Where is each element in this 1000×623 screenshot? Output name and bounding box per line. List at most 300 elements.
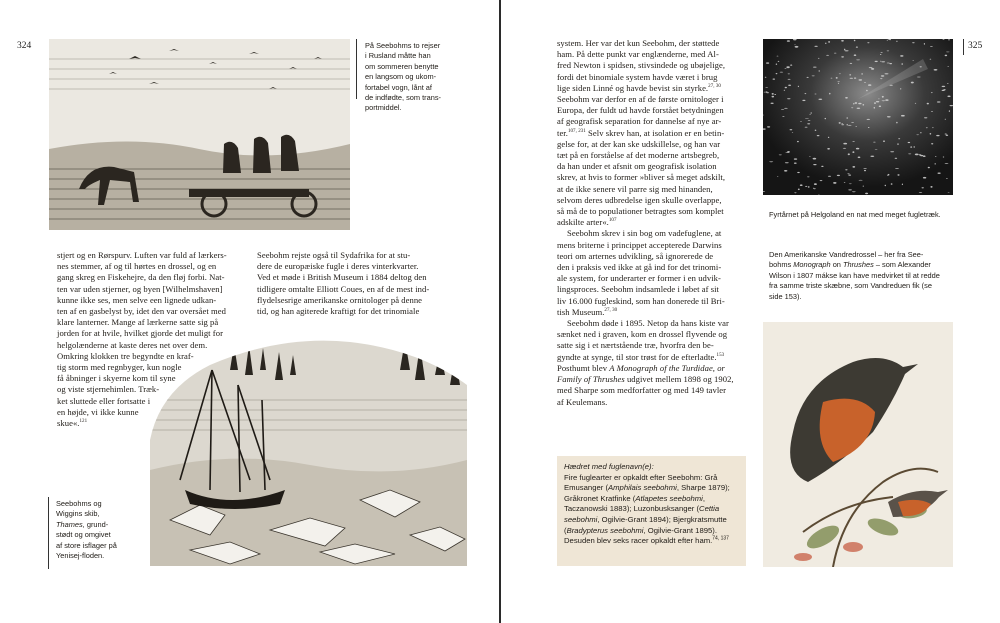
caption-line: Yenisej-floden. [56,551,105,561]
bird-speck [917,77,921,78]
bird-speck [848,189,852,190]
bird-speck [898,138,900,139]
caption-fragment: Wiggins skib, [56,509,100,519]
text-line [557,374,747,385]
bird-speck [829,93,830,95]
sidebox-line [564,483,739,494]
bird-speck [838,83,839,84]
bird-speck [852,141,855,142]
caption-fragment: – som Alexander [873,260,931,270]
bird-speck [946,178,948,179]
text-fragment: den i praksis ved ikke at gå ind for det trinomi- [557,262,722,273]
text-line: dere de europæiske fugle i deres vinterkvarter. [257,261,419,272]
text-line [557,105,747,116]
text-line [557,83,747,94]
sidebox-fragment: Desuden blev seks racer opkaldt efter ham. [564,536,713,546]
bird-speck [794,163,797,164]
bird-speck [790,65,792,66]
bird-speck [788,74,790,75]
bird-speck [843,143,847,145]
bird-speck [814,183,817,185]
caption-line: Seebohms og [56,499,102,508]
bird-speck [895,158,898,159]
text-line [557,195,747,206]
bird-speck [809,114,810,115]
bird-speck [826,55,829,56]
bird-speck [813,164,816,165]
bird-speck [912,42,915,43]
text-italic: A Monograph of the Turdidae, or [609,362,725,373]
caption-cart [365,41,483,114]
reference-mark: 107, 231 [567,128,586,134]
reference-mark: 74, 137 [712,535,729,542]
reference-mark: 153 [716,352,725,358]
bird-speck [912,60,914,61]
bird-speck [856,60,860,61]
bird-speck [930,186,932,188]
text-line [557,49,747,60]
bird-speck [815,94,817,95]
bird-speck [788,85,791,86]
bird-speck [908,142,911,143]
bird-speck [853,103,854,105]
sidebox-line: Fire fuglearter er opkaldt efter Seebohm: Grå [564,472,718,482]
bird-speck [765,87,768,88]
text-fragment: system. Her var det kun Seebohm, der støttede [557,38,720,48]
text-line: ten var uden stjerner, og byen [Wilhelmshaven] [57,283,223,294]
caption-line: side 153). [769,291,802,301]
sidebox-italic: Atlapetes seebohmi [635,493,703,503]
text-fragment: så må de to populationer betragtes som komplet [557,206,724,217]
bird-speck [812,76,815,77]
bird-speck [896,122,897,124]
bird-speck [786,66,789,68]
bird-speck [859,180,863,181]
caption-tower: Fyrtårnet på Helgoland en nat med meget fugletræk. [769,210,941,219]
bird-speck [851,122,854,123]
bird-speck [841,56,844,57]
text-line: nes stemmer, af og til hørtes en drossel, og en [57,261,217,272]
bird-speck [852,151,854,153]
bird-speck [880,78,882,79]
bird-speck [813,158,817,160]
bird-speck [845,97,848,99]
bird-speck [885,73,889,74]
bird-speck [856,47,858,48]
bird-speck [900,55,903,57]
bird-speck [923,177,926,179]
bird-speck [943,157,944,158]
text-line: tid, og han agiterede kraftigt for det trinomiale [257,306,420,317]
bird-speck [901,115,905,117]
bird-speck [847,124,848,126]
text-line [557,329,747,340]
bird-speck [784,108,788,109]
caption-line [56,509,146,519]
bird-speck [777,56,779,57]
bird-speck [916,135,919,136]
text-line: tidligere omtalte Elliott Coues, en af de mest ind- [257,283,430,294]
bird-speck [828,176,831,177]
sidebox-fragment: ( [564,525,567,535]
bird-speck [844,49,845,51]
ship-engraving-image [150,330,467,566]
caption-ship [56,499,146,561]
bird-speck [778,61,780,62]
bird-speck [878,99,879,100]
bird-speck [807,123,810,124]
bird-speck [780,72,783,73]
text-line [557,72,747,83]
bird-speck [814,188,816,189]
bird-speck [807,77,809,78]
bird-speck [774,94,776,95]
bird-speck [825,43,826,44]
bird-speck [797,141,799,142]
caption-rule-ship [48,497,49,569]
sidebox-text [564,462,739,547]
text-fragment: Selv skrev han, at isolation er en betin- [585,127,725,138]
page-number-right: 325 [968,41,983,51]
bird-speck [827,148,830,150]
bird-speck [841,123,843,124]
bird-speck [885,185,886,186]
bird-speck [854,78,856,79]
bird-speck [784,170,787,172]
bird-speck [836,77,838,79]
bird-speck [833,182,836,184]
text-fragment: Europa, der fuldt ud havde forstået betydningen [557,105,724,116]
bird-speck [809,156,810,157]
bird-speck [800,121,802,122]
bird-speck [879,106,881,108]
text-line: Ved et møde i British Museum i 1884 deltog den [257,272,427,283]
sidebox-line [564,504,739,515]
bird-speck [781,109,784,110]
caption-rule-cart [356,39,357,99]
text-fragment: gelse for, at der kan ske udskillelse, og han var [557,138,721,149]
bird-speck [808,120,811,121]
bird-speck [900,88,901,89]
bird-speck [771,103,774,104]
bird-speck [914,146,915,147]
bird-speck [805,186,807,187]
bird-speck [858,157,861,159]
bird-speck [839,74,841,75]
bird-speck [817,135,820,136]
reference-mark: 107 [608,218,617,224]
bird-speck [922,187,924,188]
bird-speck [874,102,876,104]
caption-line: de indfødte, som trans- [365,93,441,103]
bird-speck [924,43,925,45]
bird-speck [847,173,849,174]
bird-speck [908,154,911,155]
text-line [557,60,747,71]
bird-speck [864,82,866,83]
cart-engraving-image [49,39,350,230]
bird-speck [935,163,936,164]
text-fragment: sænket ned i graven, kom en drossel flyvende og [557,329,728,340]
bird-speck [859,79,863,80]
bird-speck [805,127,808,128]
text-fragment: Posthumt blev [557,362,610,373]
robin-bird-plate [763,322,953,567]
bird-speck [931,111,933,112]
bird-speck [876,101,879,102]
caption-line: om sommeren benytte [365,61,439,71]
bird-speck [794,45,795,46]
bird-speck [947,83,949,84]
caption-line: i Rusland måtte han [365,51,431,61]
honored-sidebox [557,456,746,566]
bird-speck [874,107,875,109]
text-line [557,240,747,251]
bird-speck [947,96,950,98]
bird-speck [772,96,775,98]
bird-speck [850,78,853,79]
bird-speck [887,51,890,52]
bird-speck [821,166,823,167]
bird-speck [800,184,803,186]
bird-speck [931,92,933,93]
bird-speck [848,175,851,176]
sidebox-line [564,515,739,526]
text-line: jorden for at hvile, hvilket gjorde det muligt for [57,328,223,339]
bird-speck [851,107,853,108]
bird-speck [915,103,916,104]
bird-speck [831,78,833,79]
bird-speck [870,156,874,157]
bird-speck [880,54,881,55]
bird-speck [834,53,837,54]
bird-speck [852,191,856,192]
bird-speck [866,90,868,92]
bird-speck [848,153,850,155]
body-column-main [557,38,747,408]
caption-line: portmiddel. [365,103,402,113]
ship-name: Thames, [56,519,85,529]
bird-speck [934,69,938,71]
bird-speck [887,40,888,41]
bird-speck [948,192,950,193]
bird-speck [815,130,817,131]
body-column-2 [257,250,452,317]
bird-speck [930,133,932,135]
text-fragment: ham. På dette punkt var englænderne, med Al- [557,49,719,60]
bird-speck [794,158,797,159]
caption-line: På Seebohms to rejser [365,41,441,50]
bird-speck [787,40,790,42]
bird-speck [818,58,820,59]
bird-speck [802,100,805,101]
text-fragment: fordi det binomiale system havde været i brug [557,71,718,82]
bird-speck [935,156,937,157]
bird-speck [887,116,891,117]
bird-speck [875,61,878,62]
caption-line: fra samme triste skæbne, som Vandreduen fik (se [769,281,932,291]
bird-speck [798,86,799,87]
sidebox-line [564,494,739,505]
bird-speck [887,175,889,176]
bird-speck [848,125,852,126]
text-line: flydelsesrige amerikanske ornitologer på denne [257,294,423,305]
text-line [557,38,747,49]
text-line: tig storm med regnbyger, kun nogle [57,362,182,373]
bird-speck [920,132,921,133]
bird-speck [850,63,853,64]
text-fragment: fred Newton i spidsen, stivsindede og ubøjelige, [557,60,726,71]
reference-mark: 121 [79,419,88,425]
sidebox-fragment: , [702,493,706,503]
bird-speck [769,161,773,162]
bird-speck [773,79,776,80]
bird-speck [863,168,867,169]
bird-speck [885,99,888,101]
bird-speck [883,140,885,142]
left-page [0,0,499,623]
bird-speck [915,154,919,156]
bird-speck [882,100,886,101]
bird-speck [897,174,899,175]
bird-speck [777,176,778,177]
bird-speck [947,66,949,67]
text-line [557,318,747,329]
bird-speck [864,170,866,171]
text-fragment: satte sig i et nærtstående træ, hvorfra den be- [557,340,714,351]
text-line [557,273,747,284]
bird-speck [785,162,789,163]
text-line: stjert og en Rørspurv. Luften var fuld af lærkers- [57,250,227,260]
text-line [557,262,747,273]
bird-speck [881,61,885,62]
bird-speck [807,177,810,178]
bird-speck [858,103,861,105]
text-line [557,116,747,127]
text-line: ten af en gasbelyst by, idet den var oversået med [57,306,226,317]
text-line [557,172,747,183]
caption-fragment: bohms [769,260,794,270]
bird-speck [845,169,847,170]
bird-speck [855,102,858,104]
text-line: gang skreg en Fiskehejre, da den fløj forbi. Nat- [57,272,225,283]
bird-speck [873,142,876,143]
sidebox-title: Hædret med fuglenavn(e): [564,462,654,471]
caption-fragment: grund- [86,519,109,529]
bird-speck [818,99,822,100]
bird-speck [782,116,784,117]
bird-speck [854,40,856,42]
bird-speck [837,175,840,176]
bird-speck [868,84,871,86]
text-line: få åbninger i skyerne kom til syne [57,373,176,384]
bird-speck [843,148,846,149]
bird-speck [811,112,812,113]
bird-speck [867,119,870,120]
bird-speck [855,126,857,127]
bird-speck [844,182,846,183]
bird-speck [776,64,777,65]
text-line: helgolænderne at kaste deres net over dem. [57,339,208,350]
sidebox-fragment: Gråkronet Kratfinke ( [564,493,636,503]
text-fragment: selvom deres udbredelse igen skulle overlappe, [557,194,722,205]
sidebox-italic: Bradypterus seebohmi [566,525,644,535]
bird-speck [787,98,790,99]
bird-speck [945,119,946,120]
text-fragment: lingsproces. Seebohm indsamlede i løbet af sit [557,284,719,295]
bird-speck [867,42,869,43]
caption-line: fortabel vogn, lånt af [365,82,432,92]
bird-speck [767,126,770,127]
bird-speck [888,39,891,40]
text-line [557,352,747,363]
text-line: Seebohm rejste også til Sydafrika for at stu- [257,250,411,260]
text-line [557,251,747,262]
bird-speck [841,124,844,125]
text-line: en højde, vi ikke kunne [57,406,139,417]
bird-speck [837,81,840,82]
text-fragment: af Keulemans. [557,396,608,407]
bird-speck [849,184,852,185]
bird-speck [890,151,894,152]
text-fragment: adskilte arter«. [557,217,609,228]
text-line [557,228,747,239]
text-fragment: mens briterne i princippet accepterede Darwins [557,239,722,250]
bird-speck [896,41,898,42]
text-fragment: liv 16.000 fugleskind, som han donerede til Bri- [557,295,725,306]
bird-speck [897,143,898,145]
text-line [557,206,747,217]
bird-speck [919,192,922,193]
caption-line [56,520,146,530]
bird-speck [805,118,809,119]
bird-speck [792,132,793,133]
bird-speck [852,166,855,168]
bird-speck [910,146,912,147]
sidebox-fragment: Taczanowski 1883); Luzonbusksanger ( [564,504,700,514]
bird-speck [927,103,929,105]
bird-speck [820,180,823,181]
bird-speck [945,163,949,164]
bird-speck [785,68,787,69]
bird-speck [863,186,864,187]
text-fragment: ter. [557,127,568,138]
bird-speck [880,61,881,62]
bird-speck [865,193,868,195]
bird-speck [787,151,790,153]
bird-speck [765,77,767,78]
bird-speck [790,129,793,130]
caption-line [769,260,964,270]
text-fragment: af geografisk separation for dannelse af nye ar- [557,116,722,127]
bird-speck [861,73,862,75]
bird-speck [949,110,950,112]
bird-speck [948,39,949,40]
text-line [557,184,747,195]
bird-speck [932,127,933,128]
caption-italic: Thrushes [842,260,874,270]
text-fragment: Seebohm døde i 1895. Netop da hans kiste var [567,318,729,329]
bird-speck [911,82,914,84]
bird-speck [772,93,774,95]
sidebox-fragment: Emusanger ( [564,483,609,493]
text-line [557,340,747,351]
bird-speck [839,122,841,124]
bird-speck [819,70,820,71]
bird-speck [828,137,829,138]
text-fragment: skrev, at hvis to former »bliver så meget adskilt, [557,172,726,183]
reference-mark: 27, 30 [604,308,618,314]
